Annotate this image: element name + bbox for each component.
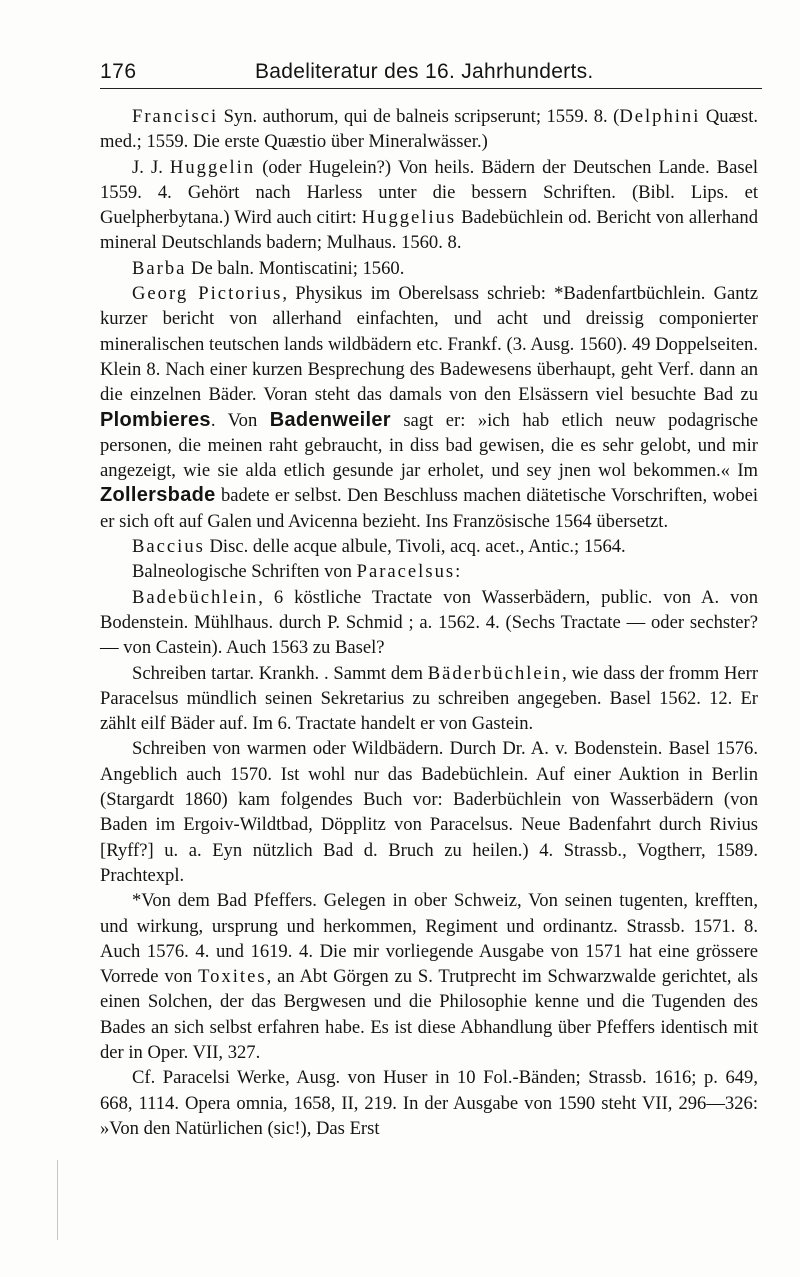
paragraph: [100, 559, 758, 584]
text-run: badete er selbst. Den Beschluss machen diätetische Vorschriften, wobei er sich oft auf Galen und Avicenna bezieht. Ins Französische 1564 übersetzt.: [100, 485, 758, 532]
text-run: J. J.: [132, 156, 170, 178]
spaced-name: Francisci: [132, 106, 219, 127]
paragraph: [100, 1065, 758, 1141]
text-run: De baln. Montiscatini; 1560.: [186, 257, 405, 279]
page-header: [100, 58, 760, 88]
page-number: 176: [100, 60, 137, 83]
text-run: Schreiben tartar. Krankh. . Sammt dem: [132, 662, 428, 684]
text-run: . Von: [210, 409, 270, 431]
text-run: Cf. Paracelsi Werke, Ausg. von Huser in 10 Fol.-Bänden; Strassb. 1616; p. 649, 668, 1114. Opera omnia, 1658, II, 219. In der Ausgabe von 1590 steht VII, 296—326: »Von den Natürlichen (sic!), Das Erst: [100, 1067, 758, 1139]
spaced-name: Huggelius: [361, 207, 457, 229]
text-run: (oder Hugelein?) Von heils. Bädern der Deutschen Lande. Basel 1559. 4. Gehört nach Harless unter die bessern Schriften. (Bibl. Lips. et Guelpherbytana.) Wird auch citirt:: [100, 156, 758, 229]
paragraph: [100, 256, 758, 281]
place-name: Zollersbade: [100, 484, 216, 507]
spaced-name: Paracelsus: [356, 561, 456, 583]
paragraph: [100, 281, 758, 534]
spaced-name: Bäderbüchlein: [427, 662, 563, 684]
text-run: *Von dem Bad Pfeffers. Gelegen in ober Schweiz, Von seinen tugenten, krefften, und wirkung, ursprung und herkommen, Regiment und ordinantz. Strassb. 1571. 8. Auch 1576. 4. und 1619. 4. Die mir vorliegende Ausgabe von 1571 hat eine grössere Vorrede von: [100, 890, 758, 988]
text-run: Syn. authorum, qui de balneis scripserunt; 1559. 8. (: [218, 106, 620, 127]
text-run: sagt er: »ich hab etlich neuw podagrische personen, die meinen raht gebraucht, in diss bad gewisen, die es sehr gelobt, und mir angezeigt, wie sie alda etlich gesunde jar erholet, und sey jnen wol bekommen.« Im: [100, 409, 758, 482]
spaced-name: Barba: [132, 257, 187, 279]
paragraph: [100, 155, 758, 256]
text-run: , Physikus im Oberelsass schrieb: *Badenfartbüchlein. Gantz kurzer bericht von allerhand einfachten, und acht und dreissig componierter mineralischen teutschen lands wildbädern etc. Frankf. (3. Ausg. 1560). 49 Doppelseiten. Klein 8. Nach einer kurzen Besprechung des Badewesens überhaupt, geht Verf. dann an die einzelnen Bäder. Voran steht das damals von den Elsässern viel besuchte Bad zu: [100, 283, 758, 406]
running-title: Badeliteratur des 16. Jahrhunderts.: [255, 60, 594, 83]
spaced-name: Badebüchlein: [132, 586, 259, 608]
text-run: Schreiben von warmen oder Wildbädern. Durch Dr. A. v. Bodenstein. Basel 1576. Angeblich auch 1570. Ist wohl nur das Badebüchlein. Auf einer Auktion in Berlin (Stargardt 1860) kam folgendes Buch vor: Baderbüchlein von Wasserbädern (von Baden im Ergoiv-Wildtbad, Döpplitz von Paracelsus. Neue Badenfahrt durch Rivius [Ryff?] u. a. Eyn nützlich Bad d. Bruch zu heilen.) 4. Strassb., Vogtherr, 1589. Prachtexpl.: [100, 738, 758, 886]
paragraph: [100, 736, 758, 888]
text-run: , an Abt Görgen zu S. Trutprecht im Schwarzwalde gerichtet, als einen Solchen, der das Bergwesen und die Philosophie kenne und die Tugenden des Bades an sich selbst erfahren habe. Es ist diese Abhandlung über Pfeffers identisch mit der in Oper. VII, 327.: [100, 966, 758, 1063]
spaced-name: Huggelin: [169, 156, 256, 178]
paragraph: [100, 534, 758, 559]
spaced-name: Baccius: [132, 536, 205, 558]
text-run: Balneologische Schriften von: [132, 561, 357, 583]
text-run: Badebüchlein od. Bericht von allerhand mineral Deutschlands badern; Mulhaus. 1560. 8.: [100, 207, 758, 254]
text-run: Disc. delle acque albule, Tivoli, acq. acet., Antic.; 1564.: [204, 536, 626, 558]
paragraph: [100, 585, 758, 661]
text-run: , wie dass der fromm Herr Paracelsus mündlich seinen Sekretarius zu schreiben angegeben. Basel 1562. 12. Er zählt eilf Bäder auf. Im 6. Tractate handelt er von Gastein.: [100, 662, 759, 735]
margin-mark: [57, 1160, 58, 1240]
body-text: [100, 104, 758, 1141]
spaced-name: Georg Pictorius: [132, 283, 283, 305]
paragraph: [100, 888, 758, 1065]
paragraph: [100, 104, 758, 155]
text-run: , 6 köstliche Tractate von Wasserbädern, public. von A. von Bodenstein. Mühlhaus. durch P. Schmid ; a. 1562. 4. (Sechs Tractate — oder sechster? — von Castein). Auch 1563 zu Basel?: [100, 586, 758, 659]
spaced-name: Delphini: [619, 106, 701, 127]
place-name: Badenweiler: [269, 408, 391, 431]
text-run: :: [455, 561, 461, 583]
place-name: Plombieres: [100, 408, 211, 431]
text-run: Quæst. med.; 1559. Die erste Quæstio über Mineralwässer.): [100, 106, 759, 153]
header-rule: [100, 88, 762, 89]
spaced-name: Toxites: [198, 966, 267, 988]
paragraph: [100, 661, 758, 737]
